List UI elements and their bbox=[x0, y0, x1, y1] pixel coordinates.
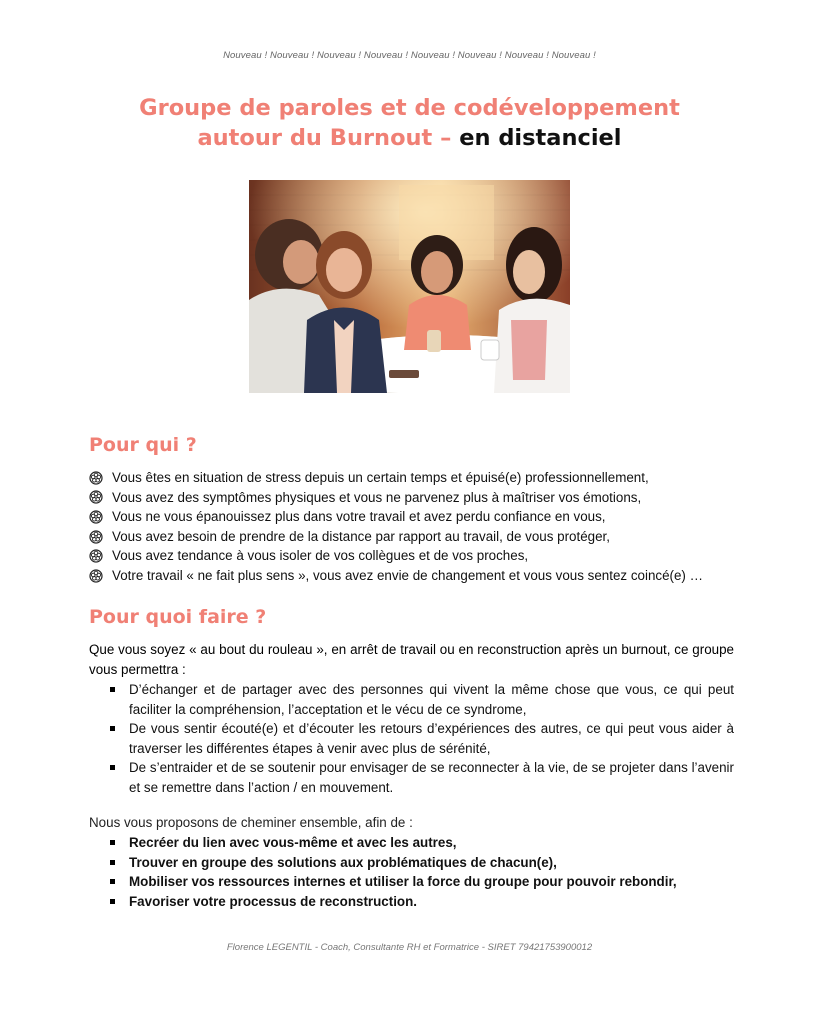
title-line-2 bbox=[0, 123, 819, 153]
list-item bbox=[108, 758, 734, 797]
square-bullet-icon bbox=[110, 687, 115, 692]
square-bullet-icon bbox=[110, 860, 115, 865]
list-item-text: De vous sentir écouté(e) et d’écouter les retours d’expériences des autres, ce qui peut vous aider à traverser les différentes étapes à venir avec plus de sérénité, bbox=[129, 721, 734, 756]
list-item-text: Vous êtes en situation de stress depuis un certain temps et épuisé(e) professionnellement, bbox=[112, 470, 649, 485]
flower-icon bbox=[89, 471, 103, 485]
pour-quoi-faire-list bbox=[108, 680, 734, 797]
list-item-text: Votre travail « ne fait plus sens », vous avez envie de changement et vous vous sentez coincé(e) … bbox=[112, 567, 704, 583]
proposition-list bbox=[108, 833, 677, 911]
list-item-text: Vous avez tendance à vous isoler de vos collègues et de vos proches, bbox=[112, 548, 529, 564]
list-item bbox=[108, 872, 677, 892]
section-heading-pour-quoi-faire: Pour quoi faire ? bbox=[89, 606, 267, 628]
square-bullet-icon bbox=[110, 840, 115, 845]
square-bullet-icon bbox=[110, 726, 115, 731]
list-item bbox=[89, 566, 789, 586]
flower-icon bbox=[89, 569, 103, 583]
list-item bbox=[89, 507, 789, 527]
group-photo bbox=[249, 180, 570, 393]
banner: Nouveau ! Nouveau ! Nouveau ! Nouveau ! Nouveau ! Nouveau ! Nouveau ! Nouveau ! bbox=[223, 50, 596, 61]
square-bullet-icon bbox=[110, 899, 115, 904]
list-item bbox=[89, 546, 789, 566]
list-item bbox=[89, 488, 789, 508]
list-item-text: Mobiliser vos ressources internes et utiliser la force du groupe pour pouvoir rebondir, bbox=[129, 874, 677, 889]
flower-icon bbox=[89, 490, 103, 504]
list-item-text: Vous ne vous épanouissez plus dans votre travail et avez perdu confiance en vous, bbox=[112, 509, 606, 525]
list-item-text: Vous avez besoin de prendre de la distance par rapport au travail, de vous protéger, bbox=[112, 528, 611, 544]
list-item bbox=[108, 719, 734, 758]
group-photo-illustration bbox=[249, 180, 570, 393]
flower-icon bbox=[89, 549, 103, 563]
footer: Florence LEGENTIL - Coach, Consultante RH et Formatrice - SIRET 79421753900012 bbox=[226, 942, 593, 953]
list-item-text: Trouver en groupe des solutions aux problématiques de chacun(e), bbox=[129, 854, 557, 870]
list-item-text: Vous avez des symptômes physiques et vous ne parvenez plus à maîtriser vos émotions, bbox=[112, 489, 642, 505]
title-line-1: Groupe de paroles et de codéveloppement bbox=[139, 95, 680, 121]
list-item-text: Favoriser votre processus de reconstruction. bbox=[129, 893, 417, 909]
square-bullet-icon bbox=[110, 879, 115, 884]
square-bullet-icon bbox=[110, 765, 115, 770]
list-item-text: De s’entraider et de se soutenir pour envisager de se reconnecter à la vie, de se projeter dans l’avenir et se remettre dans l’action / en mouvement. bbox=[129, 760, 734, 795]
pour-quoi-faire-intro: Que vous soyez « au bout du rouleau », en arrêt de travail ou en reconstruction après un burnout, ce groupe vous permettra : bbox=[89, 642, 734, 677]
flower-icon bbox=[89, 510, 103, 524]
flower-icon bbox=[89, 530, 103, 544]
list-item-text: Recréer du lien avec vous-même et avec les autres, bbox=[129, 835, 457, 850]
title-line-2-accent: en distanciel bbox=[459, 125, 622, 151]
title-line-2-main: autour du Burnout – bbox=[197, 125, 460, 151]
list-item bbox=[108, 833, 677, 853]
list-item bbox=[108, 892, 677, 912]
section-heading-pour-qui: Pour qui ? bbox=[89, 434, 197, 456]
list-item bbox=[89, 468, 789, 488]
list-item bbox=[108, 680, 734, 719]
list-item-text: D’échanger et de partager avec des personnes qui vivent la même chose que vous, ce qui peut faciliter la compréhension, l’acceptation et le vécu de ce syndrome, bbox=[129, 682, 734, 717]
proposition-intro: Nous vous proposons de cheminer ensemble, afin de : bbox=[89, 815, 413, 830]
pour-qui-list bbox=[89, 468, 789, 586]
page-title bbox=[0, 93, 819, 153]
list-item bbox=[108, 853, 677, 873]
list-item bbox=[89, 527, 789, 547]
